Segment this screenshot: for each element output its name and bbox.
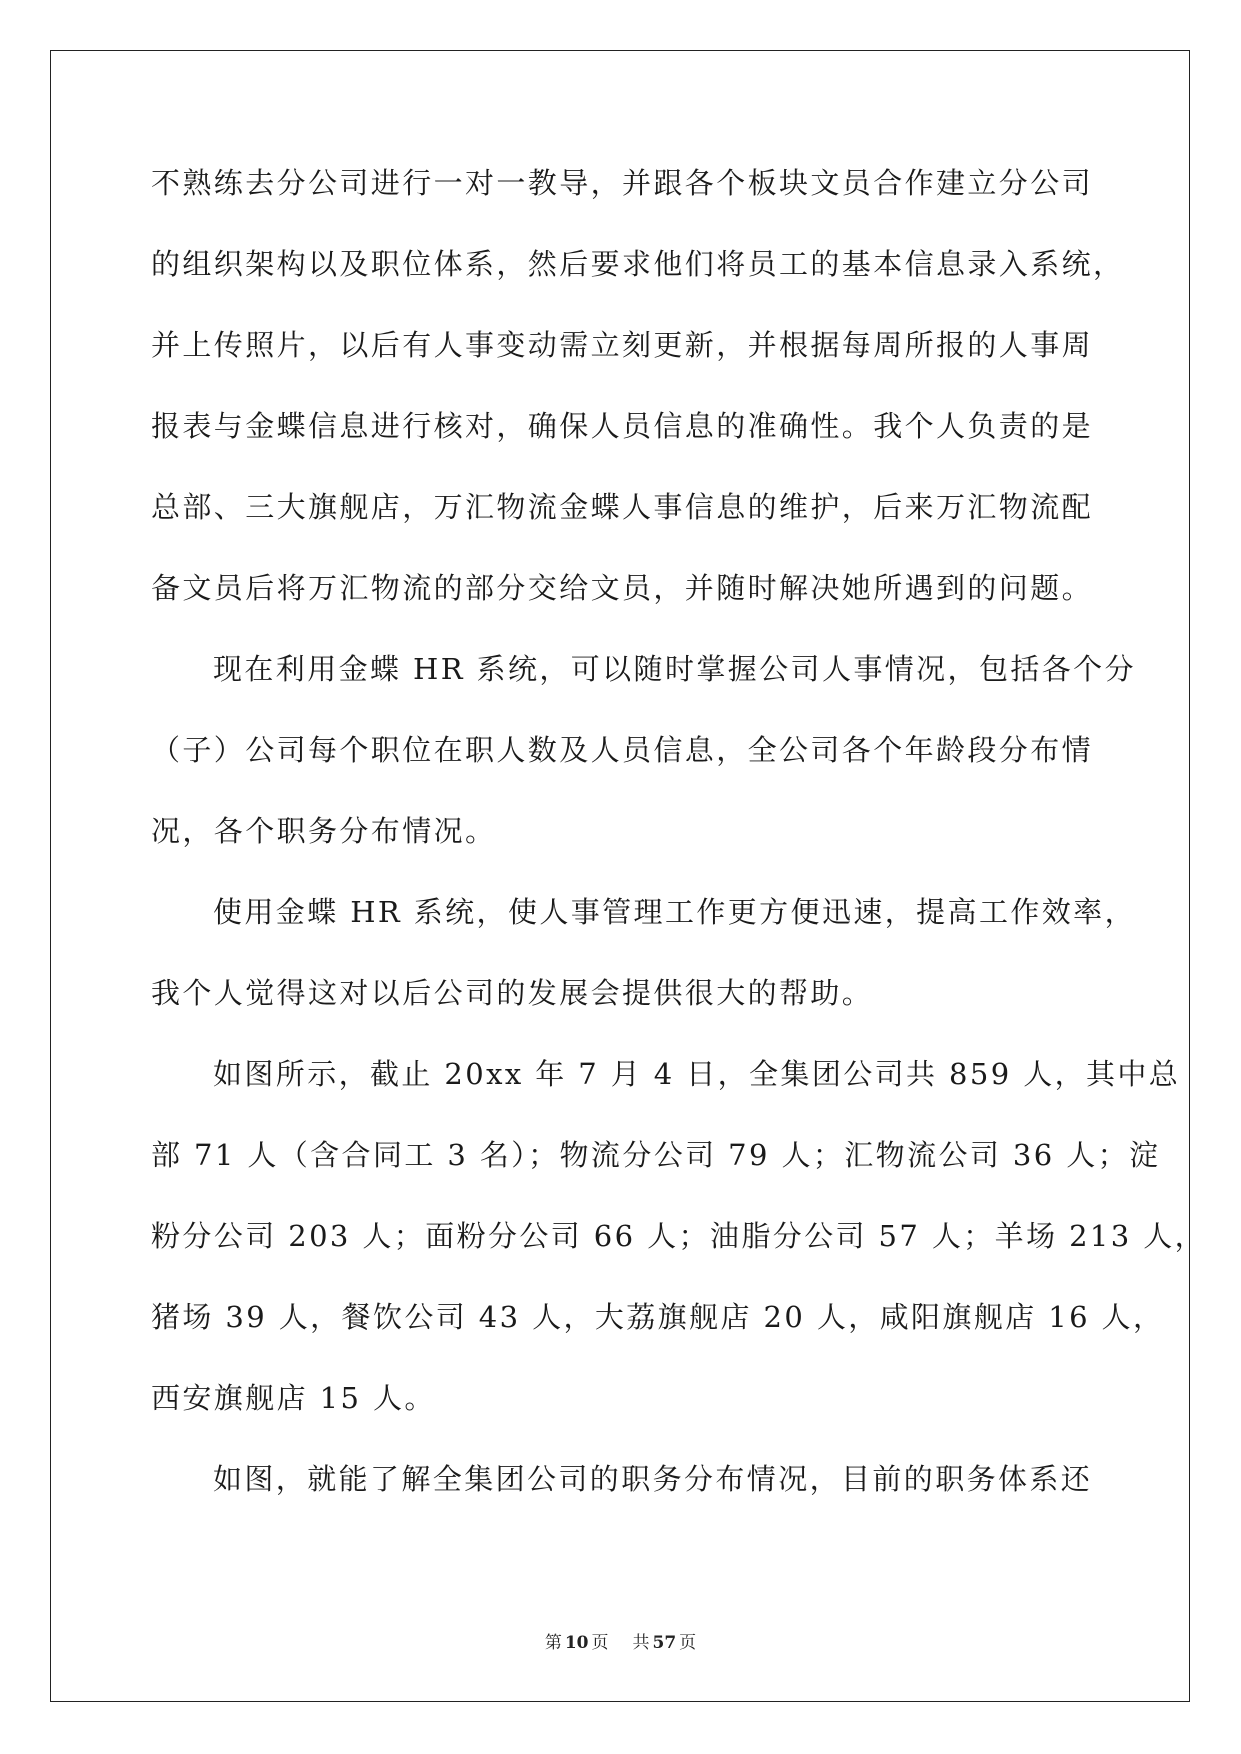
paragraph-start-line: 如图，就能了解全集团公司的职务分布情况，目前的职务体系还: [213, 1462, 1093, 1496]
page-footer: [0, 1628, 1241, 1653]
text-line: 部 71 人（含合同工 3 名）；物流分公司 79 人；汇物流公司 36 人；淀: [151, 1138, 1161, 1172]
text-line: 报表与金蝶信息进行核对，确保人员信息的准确性。我个人负责的是: [151, 409, 1094, 443]
text-line: （子）公司每个职位在职人数及人员信息，全公司各个年龄段分布情: [151, 733, 1094, 767]
text-line: 备文员后将万汇物流的部分交给文员，并随时解决她所遇到的问题。: [151, 571, 1094, 605]
footer-total-label: 页: [679, 1633, 697, 1653]
text-line: 西安旗舰店 15 人。: [151, 1381, 436, 1415]
text-line: 总部、三大旗舰店，万汇物流金蝶人事信息的维护，后来万汇物流配: [151, 490, 1094, 524]
total-page-number: 57: [652, 1633, 677, 1653]
paragraph-start-line: 使用金蝶 HR 系统，使人事管理工作更方便迅速，提高工作效率，: [213, 895, 1136, 929]
text-line: 况，各个职务分布情况。: [151, 814, 497, 848]
paragraph-start-line: 如图所示，截止 20xx 年 7 月 4 日，全集团公司共 859 人，其中总: [213, 1057, 1181, 1091]
text-line: 我个人觉得这对以后公司的发展会提供很大的帮助。: [151, 976, 874, 1010]
footer-page-label: 页: [591, 1633, 609, 1653]
paragraph-start-line: 现在利用金蝶 HR 系统，可以随时掌握公司人事情况，包括各个分: [213, 652, 1136, 686]
text-line: 猪场 39 人，餐饮公司 43 人，大荔旗舰店 20 人，咸阳旗舰店 16 人，: [151, 1300, 1165, 1334]
footer-total-prefix: 共: [632, 1633, 650, 1653]
text-line: 粉分公司 203 人；面粉分公司 66 人；油脂分公司 57 人；羊场 213 人，: [151, 1219, 1207, 1253]
document-body: [151, 163, 1207, 1540]
text-line: 的组织架构以及职位体系，然后要求他们将员工的基本信息录入系统，: [151, 247, 1125, 281]
text-line: 不熟练去分公司进行一对一教导，并跟各个板块文员合作建立分公司: [151, 166, 1094, 200]
text-line: 并上传照片，以后有人事变动需立刻更新，并根据每周所报的人事周: [151, 328, 1094, 362]
footer-prefix: 第: [544, 1633, 562, 1653]
current-page-number: 10: [564, 1633, 589, 1653]
